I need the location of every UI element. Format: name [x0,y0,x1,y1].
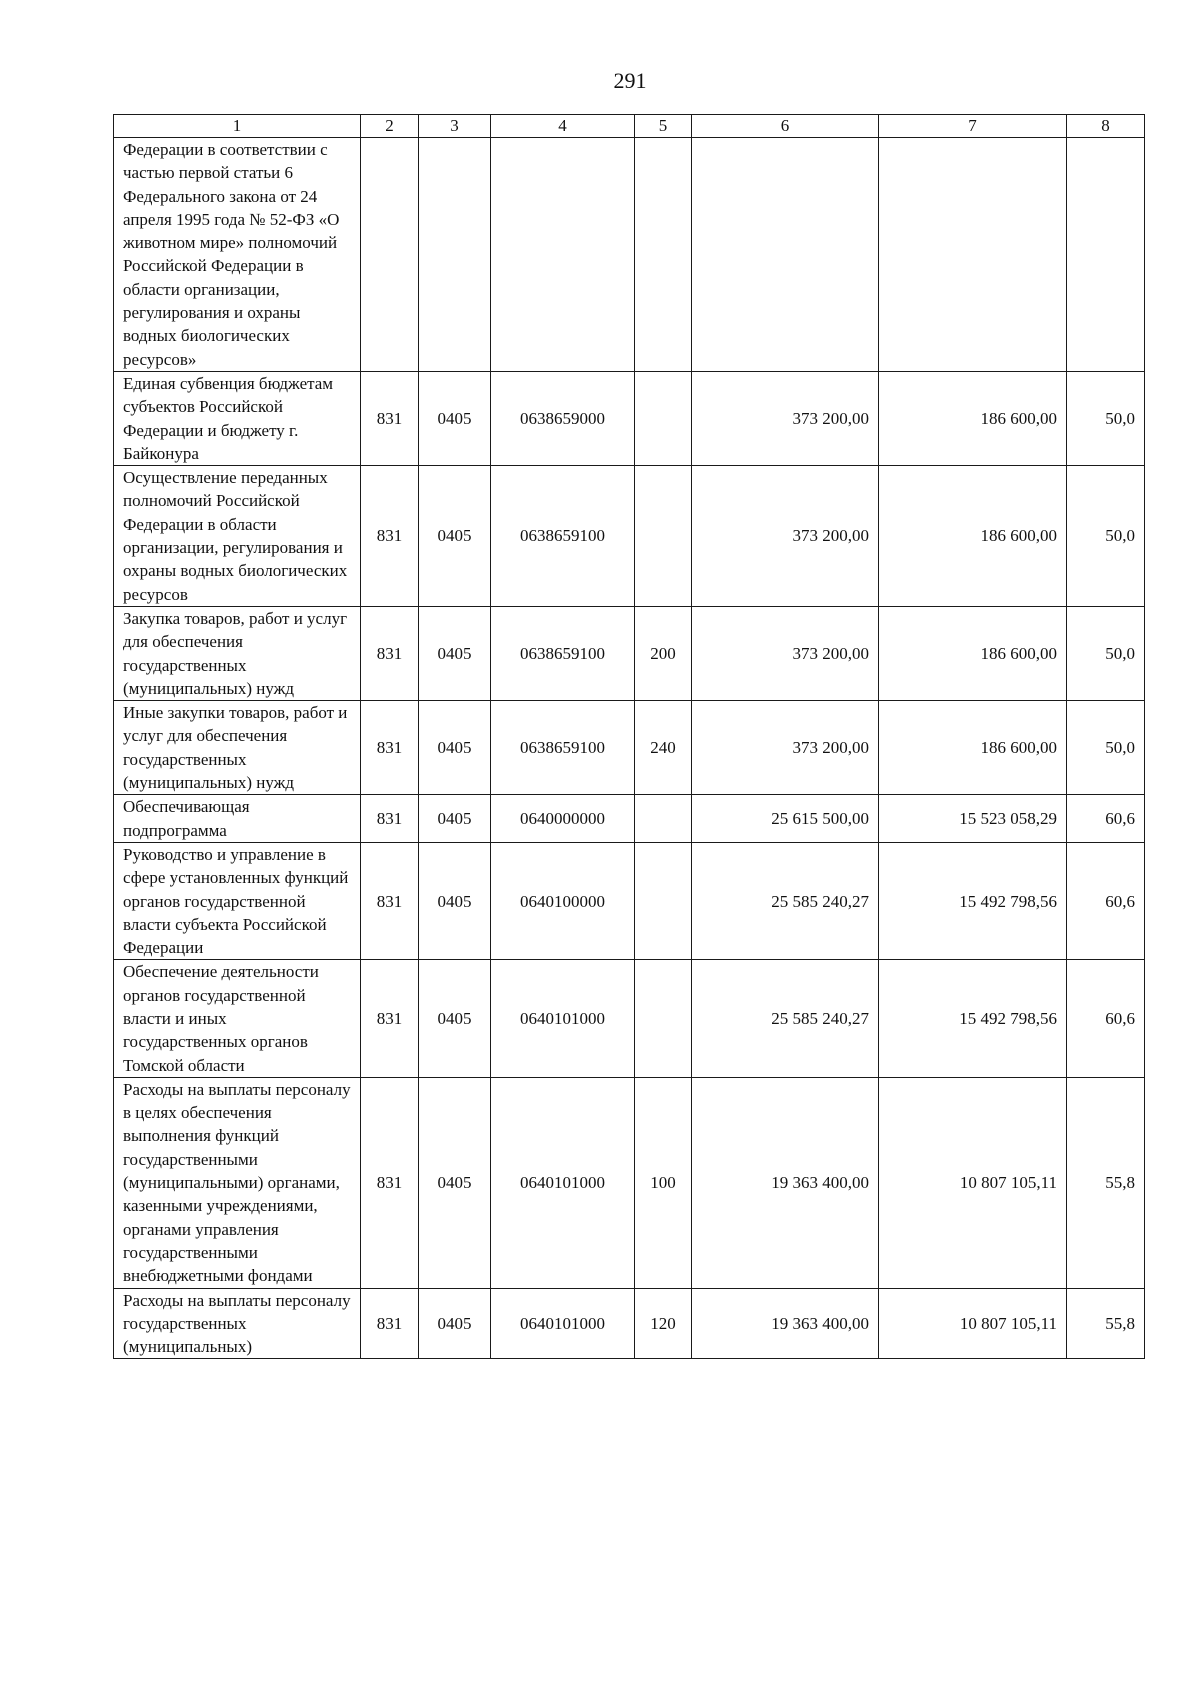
row-percent: 50,0 [1067,466,1145,607]
row-section-code [419,138,491,372]
row-name: Расходы на выплаты персоналу государственных (муниципальных) [114,1288,361,1359]
row-planned-amount: 25 615 500,00 [692,795,879,843]
row-percent: 50,0 [1067,371,1145,465]
row-target-code: 0640101000 [491,1288,635,1359]
row-section-code: 0405 [419,371,491,465]
row-ministry-code: 831 [361,842,419,959]
header-col-7: 7 [879,115,1067,138]
row-percent: 50,0 [1067,606,1145,700]
row-ministry-code: 831 [361,1077,419,1288]
row-planned-amount: 19 363 400,00 [692,1288,879,1359]
row-actual-amount: 10 807 105,11 [879,1288,1067,1359]
row-planned-amount: 373 200,00 [692,371,879,465]
row-expense-type: 100 [635,1077,692,1288]
row-name: Осуществление переданных полномочий Российской Федерации в области организации, регулирования и охраны водных биологических ресурсов [114,466,361,607]
row-target-code: 0638659100 [491,701,635,795]
row-name: Обеспечивающая подпрограмма [114,795,361,843]
header-col-1: 1 [114,115,361,138]
row-planned-amount: 25 585 240,27 [692,960,879,1077]
row-planned-amount: 373 200,00 [692,606,879,700]
row-section-code: 0405 [419,606,491,700]
row-section-code: 0405 [419,1288,491,1359]
row-target-code: 0638659100 [491,606,635,700]
row-name: Единая субвенция бюджетам субъектов Российской Федерации и бюджету г. Байконура [114,371,361,465]
header-col-8: 8 [1067,115,1145,138]
row-planned-amount: 19 363 400,00 [692,1077,879,1288]
table-row [114,1077,1145,1288]
row-name: Обеспечение деятельности органов государственной власти и иных государственных органов Томской области [114,960,361,1077]
row-target-code [491,138,635,372]
page-number: 291 [613,68,647,93]
table-row [114,701,1145,795]
row-percent [1067,138,1145,372]
row-expense-type [635,795,692,843]
header-col-4: 4 [491,115,635,138]
row-target-code: 0640101000 [491,1077,635,1288]
header-row [114,115,1145,138]
row-actual-amount: 15 523 058,29 [879,795,1067,843]
row-name: Закупка товаров, работ и услуг для обеспечения государственных (муниципальных) нужд [114,606,361,700]
row-planned-amount: 25 585 240,27 [692,842,879,959]
table-row [114,1288,1145,1359]
row-ministry-code: 831 [361,466,419,607]
table-row [114,842,1145,959]
row-actual-amount: 15 492 798,56 [879,842,1067,959]
row-percent: 55,8 [1067,1288,1145,1359]
row-actual-amount: 15 492 798,56 [879,960,1067,1077]
row-actual-amount: 186 600,00 [879,466,1067,607]
row-target-code: 0638659100 [491,466,635,607]
row-section-code: 0405 [419,1077,491,1288]
row-section-code: 0405 [419,795,491,843]
row-expense-type: 120 [635,1288,692,1359]
row-expense-type: 240 [635,701,692,795]
row-percent: 50,0 [1067,701,1145,795]
row-planned-amount: 373 200,00 [692,466,879,607]
row-name: Руководство и управление в сфере установленных функций органов государственной власти субъекта Российской Федерации [114,842,361,959]
row-target-code: 0640100000 [491,842,635,959]
row-actual-amount [879,138,1067,372]
row-percent: 60,6 [1067,842,1145,959]
row-ministry-code: 831 [361,701,419,795]
row-expense-type [635,960,692,1077]
row-section-code: 0405 [419,701,491,795]
row-planned-amount [692,138,879,372]
row-ministry-code: 831 [361,960,419,1077]
row-name: Иные закупки товаров, работ и услуг для обеспечения государственных (муниципальных) нужд [114,701,361,795]
table-row [114,138,1145,372]
row-section-code: 0405 [419,842,491,959]
row-section-code: 0405 [419,960,491,1077]
row-actual-amount: 186 600,00 [879,701,1067,795]
header-col-5: 5 [635,115,692,138]
row-section-code: 0405 [419,466,491,607]
budget-table [113,114,1145,1359]
row-target-code: 0640101000 [491,960,635,1077]
row-ministry-code: 831 [361,606,419,700]
header-col-6: 6 [692,115,879,138]
table-row [114,371,1145,465]
row-ministry-code: 831 [361,371,419,465]
row-ministry-code: 831 [361,1288,419,1359]
row-name: Расходы на выплаты персоналу в целях обеспечения выполнения функций государственными (муниципальными) органами, казенными учреждениями, органами управления государственными внебюджетными фондами [114,1077,361,1288]
table-row [114,466,1145,607]
table-row [114,960,1145,1077]
row-target-code: 0638659000 [491,371,635,465]
row-expense-type: 200 [635,606,692,700]
row-name: Федерации в соответствии с частью первой статьи 6 Федерального закона от 24 апреля 1995 года № 52-ФЗ «О животном мире» полномочий Российской Федерации в области организации, регулирования и охраны водных биологических ресурсов» [114,138,361,372]
row-percent: 60,6 [1067,960,1145,1077]
row-ministry-code [361,138,419,372]
row-actual-amount: 186 600,00 [879,606,1067,700]
header-col-3: 3 [419,115,491,138]
row-expense-type [635,466,692,607]
row-target-code: 0640000000 [491,795,635,843]
row-expense-type [635,138,692,372]
row-percent: 60,6 [1067,795,1145,843]
row-expense-type [635,842,692,959]
row-planned-amount: 373 200,00 [692,701,879,795]
row-percent: 55,8 [1067,1077,1145,1288]
row-ministry-code: 831 [361,795,419,843]
table-row [114,606,1145,700]
row-actual-amount: 186 600,00 [879,371,1067,465]
row-expense-type [635,371,692,465]
header-col-2: 2 [361,115,419,138]
row-actual-amount: 10 807 105,11 [879,1077,1067,1288]
table-row [114,795,1145,843]
